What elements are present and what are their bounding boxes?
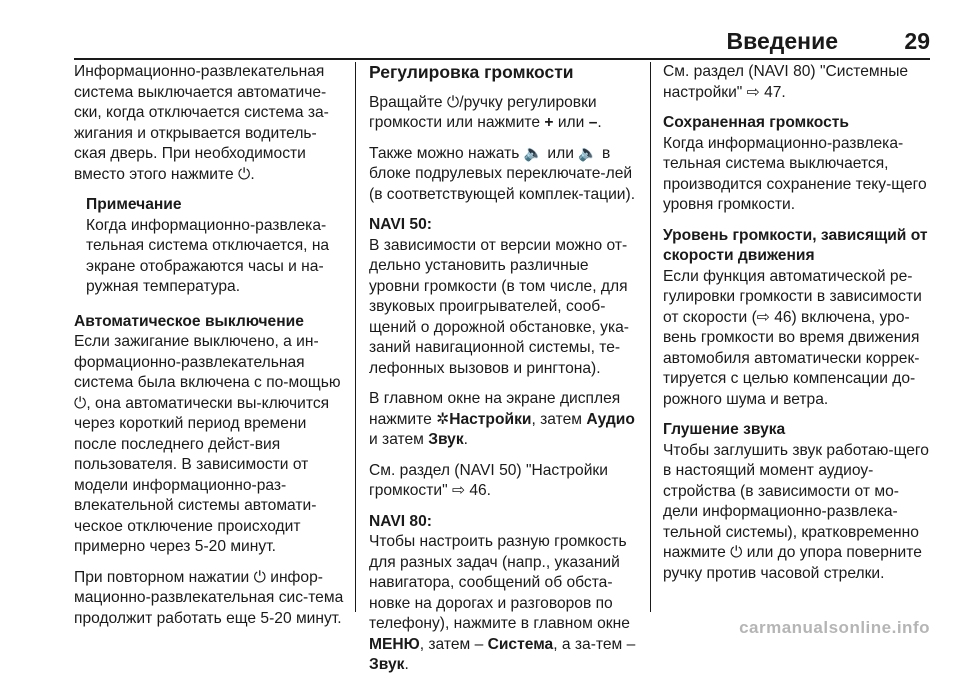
page-number: 29: [904, 28, 930, 54]
navi80-text-a: Чтобы настроить разную громкость для разных задач (напр., указаний навигатора, сообщений об обста-новке на дорогах и разговоров по телефону), нажмите в главном окне: [369, 533, 630, 632]
sound-label-2: Звук: [369, 656, 405, 673]
menu-label: МЕНЮ: [369, 635, 420, 653]
note-block: [74, 195, 346, 298]
system-label: Система: [487, 635, 554, 653]
steps-text-e: и затем: [369, 431, 429, 448]
volume-text-a: Вращайте ⏻/ручку регулировки громкости или нажмите: [369, 93, 597, 131]
repeat-press-paragraph: При повторном нажатии ⏻ инфор-мационно-развлекательная сис-тема продолжит работать еще 5-20 минут.: [74, 568, 344, 627]
navi50-paragraph: В зависимости от версии можно от-дельно установить различные уровни громкости (в том числе, для звуковых проигрывателей, сооб-щений о дорожной обстановке, ука-заний навигационной системы, те-лефонных вызовов и рингтона).: [369, 236, 629, 377]
navi80-reference: См. раздел (NAVI 80) "Системные настройки" ⇨ 47.: [663, 63, 909, 101]
volume-paragraph: [369, 93, 641, 134]
audio-label: Аудио: [586, 410, 635, 428]
mute-paragraph: Чтобы заглушить звук работаю-щего в настоящий момент аудиоу-стройства (в зависимости от мо-дели информационно-развлека-тельной системы), кратковременно нажмите ⏻ или до упора поверните ручку против часовой стрелки.: [663, 441, 929, 582]
page-header: [74, 24, 930, 60]
heading-mute: Глушение звука: [663, 421, 786, 438]
heading-navi80: NAVI 80:: [369, 512, 432, 530]
note-title: Примечание: [86, 196, 182, 213]
minus-icon: –: [588, 114, 598, 131]
navi50-reference: См. раздел (NAVI 50) "Настройки громкости" ⇨ 46.: [369, 461, 608, 499]
navi50-steps-paragraph: [369, 389, 641, 451]
steps-text-a: В главном окне на экране дисплея нажмите: [369, 390, 621, 428]
settings-label: ✲Настройки: [436, 410, 532, 428]
plus-icon: +: [544, 114, 554, 131]
saved-volume-paragraph: Когда информационно-развлека-тельная система выключается, производится сохранение теку-щего уровня громкости.: [663, 134, 927, 213]
heading-volume: Регулировка громкости: [369, 62, 574, 82]
volume-text-c: .: [597, 114, 602, 131]
steps-text-g: .: [463, 431, 469, 448]
navi80-paragraph: [369, 532, 641, 676]
intro-paragraph: Информационно-развлекательная система выключается автоматиче-ски, когда отключается система за-жигания и открывается водитель-ская дверь. При необходимости вместо этого нажмите ⏻.: [74, 63, 329, 183]
sound-label: Звук: [428, 431, 464, 448]
column-divider-left: [355, 62, 356, 612]
heading-speed-volume: Уровень громкости, зависящий от скорости движения: [663, 226, 928, 264]
page-title: Введение: [726, 28, 838, 54]
navi80-text-c: , затем –: [419, 635, 488, 653]
column-divider-right: [650, 62, 651, 612]
heading-saved-volume: Сохраненная громкость: [663, 114, 849, 131]
heading-navi50: NAVI 50:: [369, 216, 432, 233]
speed-volume-paragraph: Если функция автоматической ре-гулировки громкости в зависимости от скорости (⇨ 46) включена, уро-вень громкости во время движения автомобиля автоматически коррек-тируется с целью компенсации до-рожного шума и ветра.: [663, 267, 922, 408]
heading-auto-off: Автоматическое выключение: [74, 312, 304, 330]
steering-controls-paragraph: Также можно нажать 🔈 или 🔈 в блоке подрулевых переключате-лей (в соответствующей комплек-тации).: [369, 144, 636, 203]
steps-text-c: , затем: [531, 410, 587, 428]
column-2: [369, 62, 641, 686]
column-1: [74, 62, 346, 639]
auto-off-paragraph: Если зажигание выключено, а ин-формационно-развлекательная система была включена с по-мощью ⏻, она автоматически вы-ключится через короткий период времени после последнего дейст-вия пользователя. В зависимости от модели информационно-раз-влекательной системы автомати-ческое отключение происходит примерно через 5-20 минут.: [74, 333, 341, 555]
column-3: [663, 62, 933, 594]
note-text: Когда информационно-развлека-тельная система отключается, на экране отображаются часы и на-ружная температура.: [86, 216, 330, 295]
navi80-text-g: .: [404, 656, 409, 673]
navi80-text-e: , а за-тем –: [553, 635, 636, 653]
watermark: carmanualsonline.info: [739, 618, 930, 637]
volume-text-b: или: [553, 114, 589, 131]
